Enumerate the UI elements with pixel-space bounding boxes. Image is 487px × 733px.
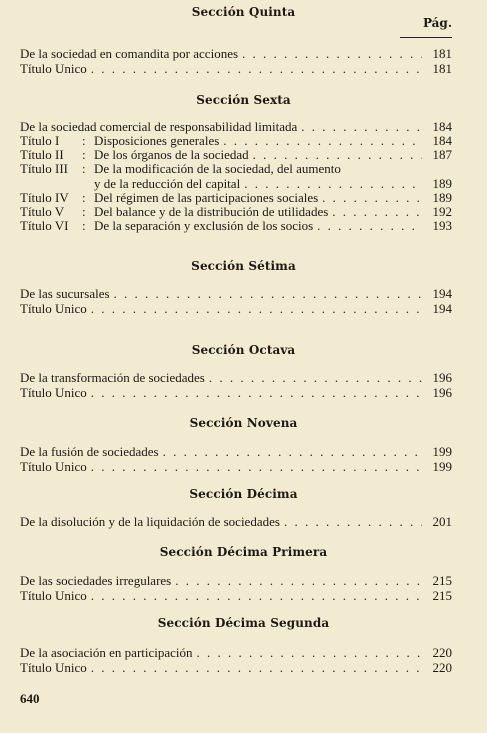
entry-page: 199 xyxy=(432,459,452,474)
entry-text: Título Unico xyxy=(20,61,87,76)
leader-dots xyxy=(253,148,422,162)
entry-page: 189 xyxy=(432,190,452,205)
leader-dots xyxy=(223,134,422,148)
titulo-label: Título VI xyxy=(20,218,69,233)
leader-dots xyxy=(91,302,422,316)
leader-dots xyxy=(301,120,422,134)
leader-dots xyxy=(322,191,422,205)
entry-text: Título Unico xyxy=(20,588,87,603)
separator: : xyxy=(82,147,86,162)
entry-text: Del balance y de la distribución de utilidades xyxy=(94,204,329,219)
index-entry xyxy=(20,589,452,603)
entry-text: De la sociedad comercial de responsabilidad limitada xyxy=(20,119,298,134)
index-entry xyxy=(20,371,452,385)
entry-text: De los órganos de la sociedad xyxy=(94,147,249,162)
leader-dots xyxy=(197,646,422,660)
index-entry xyxy=(20,646,452,660)
entry-text: Disposiciones generales xyxy=(94,133,220,148)
entry-text: De la asociación en participación xyxy=(20,645,193,660)
index-entry xyxy=(20,460,452,474)
index-entry xyxy=(20,302,452,316)
index-entry-continuation xyxy=(20,177,452,191)
index-entry xyxy=(20,661,452,675)
index-entry xyxy=(20,134,452,148)
section-title: Sección Sexta xyxy=(196,93,291,107)
index-entry xyxy=(20,287,452,301)
index-entry xyxy=(20,120,452,134)
titulo-label: Título V xyxy=(20,204,65,219)
leader-dots xyxy=(91,386,422,400)
entry-text: y de la reducción del capital xyxy=(94,176,241,191)
separator: : xyxy=(82,218,86,233)
separator: : xyxy=(82,190,86,205)
entry-text: De la transformación de sociedades xyxy=(20,370,205,385)
entry-text: De las sociedades irregulares xyxy=(20,573,172,588)
entry-text: De la separación y exclusión de los socios xyxy=(94,218,314,233)
entry-page: 184 xyxy=(432,119,452,134)
leader-dots xyxy=(244,177,422,191)
index-entry xyxy=(20,574,452,588)
titulo-label: Título IV xyxy=(20,190,69,205)
entry-page: 187 xyxy=(432,147,452,162)
entry-page: 181 xyxy=(432,61,452,76)
titulo-label: Título I xyxy=(20,133,60,148)
entry-page: 220 xyxy=(432,660,452,675)
entry-text: De la modificación de la sociedad, del aumento xyxy=(94,161,341,176)
leader-dots xyxy=(317,219,422,233)
index-entry xyxy=(20,62,452,76)
leader-dots xyxy=(284,515,422,529)
entry-text: Título Unico xyxy=(20,459,87,474)
entry-text: De las sucursales xyxy=(20,286,110,301)
index-entry xyxy=(20,191,452,205)
entry-text: De la fusión de sociedades xyxy=(20,444,159,459)
entry-text: Título Unico xyxy=(20,660,87,675)
index-entry xyxy=(20,445,452,459)
entry-page: 189 xyxy=(432,176,452,191)
entry-page: 201 xyxy=(432,514,452,529)
entry-page: 199 xyxy=(432,444,452,459)
titulo-label: Título II xyxy=(20,147,64,162)
entry-text: Título Unico xyxy=(20,301,87,316)
leader-dots xyxy=(242,47,422,61)
section-title: Sección Décima Segunda xyxy=(157,616,330,630)
section-title: Sección Décima xyxy=(189,487,298,501)
section-title: Sección Octava xyxy=(191,343,296,357)
page-number: 640 xyxy=(20,691,40,706)
page-column-header: Pág. xyxy=(422,16,452,30)
leader-dots xyxy=(91,661,422,675)
entry-page: 220 xyxy=(432,645,452,660)
entry-page: 181 xyxy=(432,46,452,61)
index-entry xyxy=(20,148,452,162)
entry-page: 192 xyxy=(432,204,452,219)
leader-dots xyxy=(114,287,422,301)
index-entry xyxy=(20,162,452,176)
entry-page: 196 xyxy=(432,370,452,385)
entry-text: De la disolución y de la liquidación de sociedades xyxy=(20,514,280,529)
leader-dots xyxy=(91,62,422,76)
section-title: Sección Décima Primera xyxy=(159,545,328,559)
entry-page: 196 xyxy=(432,385,452,400)
titulo-label: Título III xyxy=(20,161,69,176)
entry-text: De la sociedad en comandita por acciones xyxy=(20,46,239,61)
index-entry xyxy=(20,47,452,61)
entry-page: 194 xyxy=(432,286,452,301)
index-entry xyxy=(20,515,452,529)
leader-dots xyxy=(175,574,422,588)
index-entry xyxy=(20,205,452,219)
section-title: Sección Novena xyxy=(189,416,298,430)
section-title: Sección Sétima xyxy=(191,259,296,273)
separator: : xyxy=(82,133,86,148)
entry-text: Del régimen de las participaciones sociales xyxy=(94,190,319,205)
entry-page: 193 xyxy=(432,218,452,233)
index-entry xyxy=(20,386,452,400)
entry-page: 184 xyxy=(432,133,452,148)
section-title: Sección Quinta xyxy=(191,5,296,19)
leader-dots xyxy=(91,589,422,603)
leader-dots xyxy=(91,460,422,474)
leader-dots xyxy=(163,445,422,459)
leader-dots xyxy=(332,205,422,219)
separator: : xyxy=(82,204,86,219)
entry-page: 215 xyxy=(432,588,452,603)
entry-page: 215 xyxy=(432,573,452,588)
entry-page: 194 xyxy=(432,301,452,316)
leader-dots xyxy=(209,371,422,385)
entry-text: Título Unico xyxy=(20,385,87,400)
separator: : xyxy=(82,161,86,176)
index-entry xyxy=(20,219,452,233)
header-rule xyxy=(400,37,452,38)
